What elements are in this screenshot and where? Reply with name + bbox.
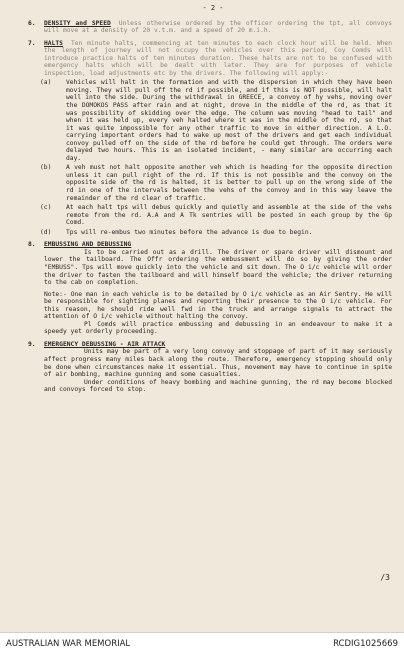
section-note: Note:- One man in each vehicle is to be detailed by O i/c vehicle as an Air Sentry. He will be responsible for sighting planes and reporting their presence to the O i/c vehicle. For this reason, he should ride well fwd in the truck and arrange signals to attract the attention of O i/c vehicle without halting the convoy.: [44, 290, 392, 321]
section-density-speed: [28, 19, 392, 35]
archive-footer: [0, 632, 404, 654]
section-title: DENSITY and SPEED: [44, 19, 111, 27]
section-halts: [28, 39, 392, 237]
list-item: [40, 228, 392, 237]
section-title: HALTS: [44, 39, 63, 47]
section-number: 6.: [28, 19, 36, 27]
section-number: 7.: [28, 39, 36, 47]
list-item: [40, 164, 392, 202]
continuation-mark: /3: [380, 573, 390, 582]
item-label: (a): [40, 79, 52, 87]
item-text: A veh must not halt opposite another veh which is heading for the opposite direction unless it can pull right of the rd. If this is not possible and the convoy on the opposite side of the rd is halted, it is better to pull up on the wrong side of the rd in one of the intervals between the vehs of the convoy and in this way leave the remainder of the rd clear of traffic.: [66, 164, 392, 202]
section-embussing: [28, 241, 392, 336]
section-number: 9.: [28, 340, 36, 348]
item-text: Vehicles will halt in the formation and with the dispersion in which they have been moving. They will pull off the rd if possible, and if this is NOT possible, will halt well into the side. During the withdrawal in GREECE, a convoy of hy vehs, moving over the DOMOKOS PASS after rain and at night, drove in the middle of the rd, as that it was possibility of skidding over the edge. The column was moving "head to tail" and when it was held up, every veh halted where it was in the middle of the rd, so that it was quite impossible for any other traffic to move in either direction. A L.O. carrying important orders had to wake up most of the drivers and get each individual convoy pulled off on the side of the rd before he could get through. The orders were delayed two hours. This is an isolated incident, - many similar are occurring each day.: [66, 79, 392, 162]
page-number: - 2 -: [202, 4, 224, 12]
section-paragraph: Under conditions of heavy bombing and machine gunning, the rd may become blocked and convoys forced to stop.: [44, 378, 392, 394]
section-paragraph: Unless otherwise ordered by the officer ordering the tpt, all convoys will move at a density of 20 v.t.m. and a speed of 20 m.i.h.: [44, 19, 392, 35]
item-label: (c): [40, 204, 52, 212]
footer-record-id: RCDIG1025669: [333, 638, 398, 649]
item-label: (d): [40, 228, 52, 236]
footer-institution: AUSTRALIAN WAR MEMORIAL: [6, 638, 131, 649]
item-text: Tps will re-embus two minutes before the advance is due to begin.: [66, 228, 313, 236]
section-emergency-debussing: [28, 340, 392, 394]
section-number: 8.: [28, 241, 36, 249]
section-title: EMBUSSING AND DEBUSSING: [44, 241, 132, 249]
section-paragraph: Units may be part of a very long convoy and stoppage of part of it may seriously affect progress many miles back along the route. Therefore, emergency stopping should only be done when circumstances make it essential. Thus, movement may have to continue in spite of air bombing, machine gunning and some casualties.: [44, 348, 392, 379]
section-closing: Pl Comds will practice embussing and debussing in an endeavour to make it a speedy yet orderly proceeding.: [44, 320, 392, 336]
section-paragraph: Is to be carried out as a drill. The driver or spare driver will dismount and lower the tailboard. The Offr ordering the embussment will do so by giving the order "EMBUSS". Tps will move quickly into the vehicle and sit down. The O i/c vehicle will order the driver to fasten the tailboard and will himself board the vehicle; the driver returning to the cab on completion.: [44, 248, 392, 287]
section-title: EMERGENCY DEBUSSING - AIR ATTACK: [44, 340, 166, 348]
list-item: [40, 204, 392, 227]
item-label: (b): [40, 164, 52, 172]
list-item: [40, 79, 392, 162]
item-text: At each halt tps will debus quickly and quietly and assemble at the side of the vehs remote from the rd. A.A and A Tk sentries will be posted in each group by the Gp Comd.: [66, 204, 392, 227]
section-paragraph: Ten minute halts, commencing at ten minutes to each clock hour will be held. When the length of journey will not occupy the vehicles over this period, Coy Comds will introduce practice halts of ten minutes duration. These halts are not to be confused with emergency halts which will be dealt with later. They are for purposes of vehicle inspection, load adjustments etc by the drivers. The following will apply:-: [44, 39, 392, 77]
